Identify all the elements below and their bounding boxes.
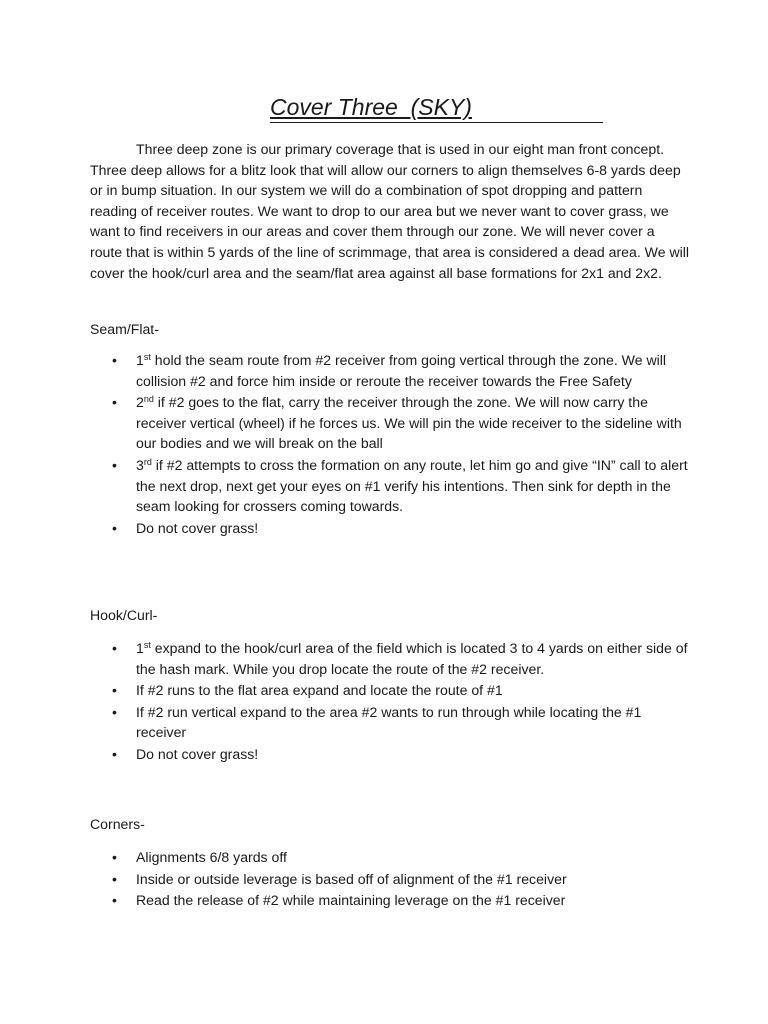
list-item: • If #2 runs to the flat area expand and locate the route of #1 — [90, 680, 690, 701]
section-heading-corners: Corners- — [90, 816, 145, 832]
list-item: • If #2 run vertical expand to the area #2 wants to run through while locating the #1 receiver — [112, 703, 642, 741]
list-item: • Do not cover grass! — [90, 518, 690, 539]
bullet-icon: • — [112, 892, 117, 909]
list-item: • Alignments 6/8 yards off — [90, 847, 690, 868]
bullet-icon: • — [112, 682, 117, 699]
bullet-icon: • — [112, 352, 117, 368]
section-heading-seam-flat: Seam/Flat- — [90, 321, 159, 337]
bullet-list-seam-flat — [90, 350, 690, 539]
bullet-icon: • — [112, 870, 117, 887]
bullet-icon: • — [112, 519, 117, 536]
intro-paragraph: Three deep zone is our primary coverage that is used in our eight man front concept. Three deep allows for a blitz look that will allow our corners to align themselves 6-8 yards deep or in bump situation. In our system we will do a combination of spot dropping and pattern reading of receiver routes. We want to drop to our area but we never want to cover grass, we want to find receivers in our areas and cover them through our zone. We will never cover a route that is within 5 yards of the line of scrimmage, that area is considered a dead area. We will cover the hook/curl area and the seam/flat area against all base formations for 2x1 and 2x2. — [90, 141, 690, 281]
list-item: • Inside or outside leverage is based off of alignment of the #1 receiver — [90, 869, 690, 890]
list-item: • 2nd if #2 goes to the flat, carry the receiver through the zone. We will now carry the receiver vertical (wheel) if he forces us. We will pin the wide receiver to the sideline with our bodies and we will break on the ball — [112, 394, 682, 452]
list-item: • 3rd if #2 attempts to cross the formation on any route, let him go and give “IN” call to alert the next drop, next get your eyes on #1 verify his intentions. Then sink for depth in the seam looking for crossers coming towards. — [112, 456, 688, 515]
list-item: • 1st hold the seam route from #2 receiver from going vertical through the zone. We will collision #2 and force him inside or reroute the receiver towards the Free Safety — [112, 352, 667, 389]
page-title: Cover Three (SKY) — [270, 94, 472, 120]
list-item: • Read the release of #2 while maintaining leverage on the #1 receiver — [90, 890, 690, 911]
bullet-icon: • — [112, 745, 117, 762]
bullet-icon: • — [112, 849, 117, 865]
bullet-list-corners — [90, 847, 690, 912]
bullet-icon: • — [112, 640, 117, 656]
title-underline — [270, 93, 603, 123]
bullet-icon: • — [112, 456, 117, 473]
bullet-icon: • — [112, 703, 117, 720]
list-item: • Do not cover grass! — [90, 744, 690, 765]
bullet-list-hook-curl — [90, 638, 690, 766]
list-item: • 1st expand to the hook/curl area of the field which is located 3 to 4 yards on either side of the hash mark. While you drop locate the route of the #2 receiver. — [112, 640, 688, 677]
section-heading-hook-curl: Hook/Curl- — [90, 607, 158, 623]
bullet-icon: • — [112, 394, 117, 411]
